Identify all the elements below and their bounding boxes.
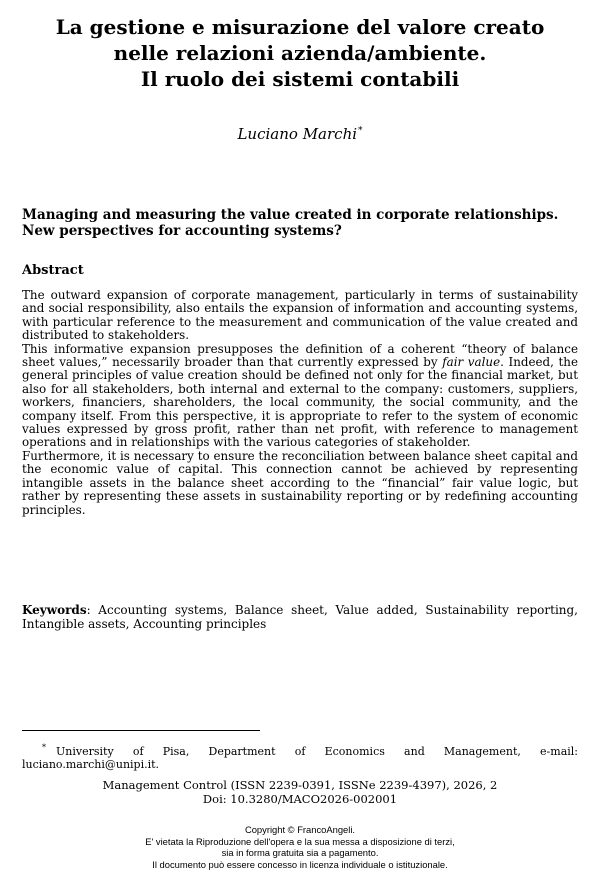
- english-title-line-1: Managing and measuring the value created in corporate relationships.: [22, 207, 559, 223]
- keywords: [22, 603, 578, 631]
- doi: Doi: 10.3280/MACO2026-002001: [202, 792, 398, 806]
- abstract-p2-italic: fair value: [442, 355, 501, 370]
- title-line-1: La gestione e misurazione del valore creato: [55, 15, 545, 39]
- abstract-p2-text-b: . Indeed, the general principles of value creation should be defined not only for the financial market, but also for all stakeholders, both internal and external to the company: customers, suppliers, workers, financiers, shareholders, the local community, the social community, and the company itself. From this perspective, it is appropriate to refer to the system of economic values expressed by gross profit, rather than net profit, with reference to management operations and in relationships with the various categories of stakeholder.: [22, 355, 579, 450]
- copyright-notice: [0, 824, 600, 870]
- author-footnote-mark: *: [358, 126, 363, 136]
- abstract-body: [22, 289, 578, 517]
- copyright-line-3: sia in forma gratuita sia a pagamento.: [221, 847, 379, 859]
- abstract-p2-text-a: This informative expansion presupposes the definition of a coherent “theory of balance sheet values,” necessarily broader than that currently expressed by: [22, 341, 578, 370]
- title-line-2: nelle relazioni azienda/ambiente.: [113, 41, 487, 65]
- keywords-list: : Accounting systems, Balance sheet, Value added, Sustainability reporting, Intangible assets, Accounting principles: [22, 603, 578, 631]
- title-line-3: Il ruolo dei sistemi contabili: [140, 67, 460, 91]
- abstract-paragraph-2: [22, 343, 578, 450]
- copyright-line-2: E' vietata la Riproduzione dell'opera e la sua messa a disposizione di terzi,: [145, 835, 455, 847]
- footnote-mark: *: [42, 743, 46, 752]
- author-byline: [0, 122, 600, 143]
- article-title: [20, 14, 580, 92]
- abstract-paragraph-1: The outward expansion of corporate management, particularly in terms of sustainability and social responsibility, also entails the expansion of information and accounting systems, with particular reference to the measurement and communication of the value created and distributed to stakeholders.: [22, 288, 578, 343]
- english-title-line-2: New perspectives for accounting systems?: [22, 223, 342, 239]
- footnote-text: University of Pisa, Department of Economics and Management, e-mail: luciano.marchi@unipi.it.: [22, 745, 578, 771]
- abstract-heading: Abstract: [22, 263, 84, 278]
- footnote-separator: [22, 730, 260, 731]
- abstract-paragraph-3: Furthermore, it is necessary to ensure the reconciliation between balance sheet capital and the economic value of capital. This connection cannot be achieved by representing intangible assets in the balance sheet according to the “financial” fair value logic, but rather by representing these assets in sustainability reporting or by redefining accounting principles.: [22, 448, 578, 517]
- author-footnote: [22, 741, 578, 771]
- keywords-label: Keywords: [22, 603, 87, 617]
- copyright-line-4: Il documento può essere concesso in licenza individuale o istituzionale.: [152, 858, 448, 870]
- publication-info: [0, 778, 600, 806]
- copyright-line-1: Copyright © FrancoAngeli.: [244, 824, 356, 835]
- journal-citation: Management Control (ISSN 2239-0391, ISSNe 2239-4397), 2026, 2: [102, 778, 498, 792]
- author-name: Luciano Marchi: [237, 125, 358, 143]
- english-title: [22, 207, 582, 239]
